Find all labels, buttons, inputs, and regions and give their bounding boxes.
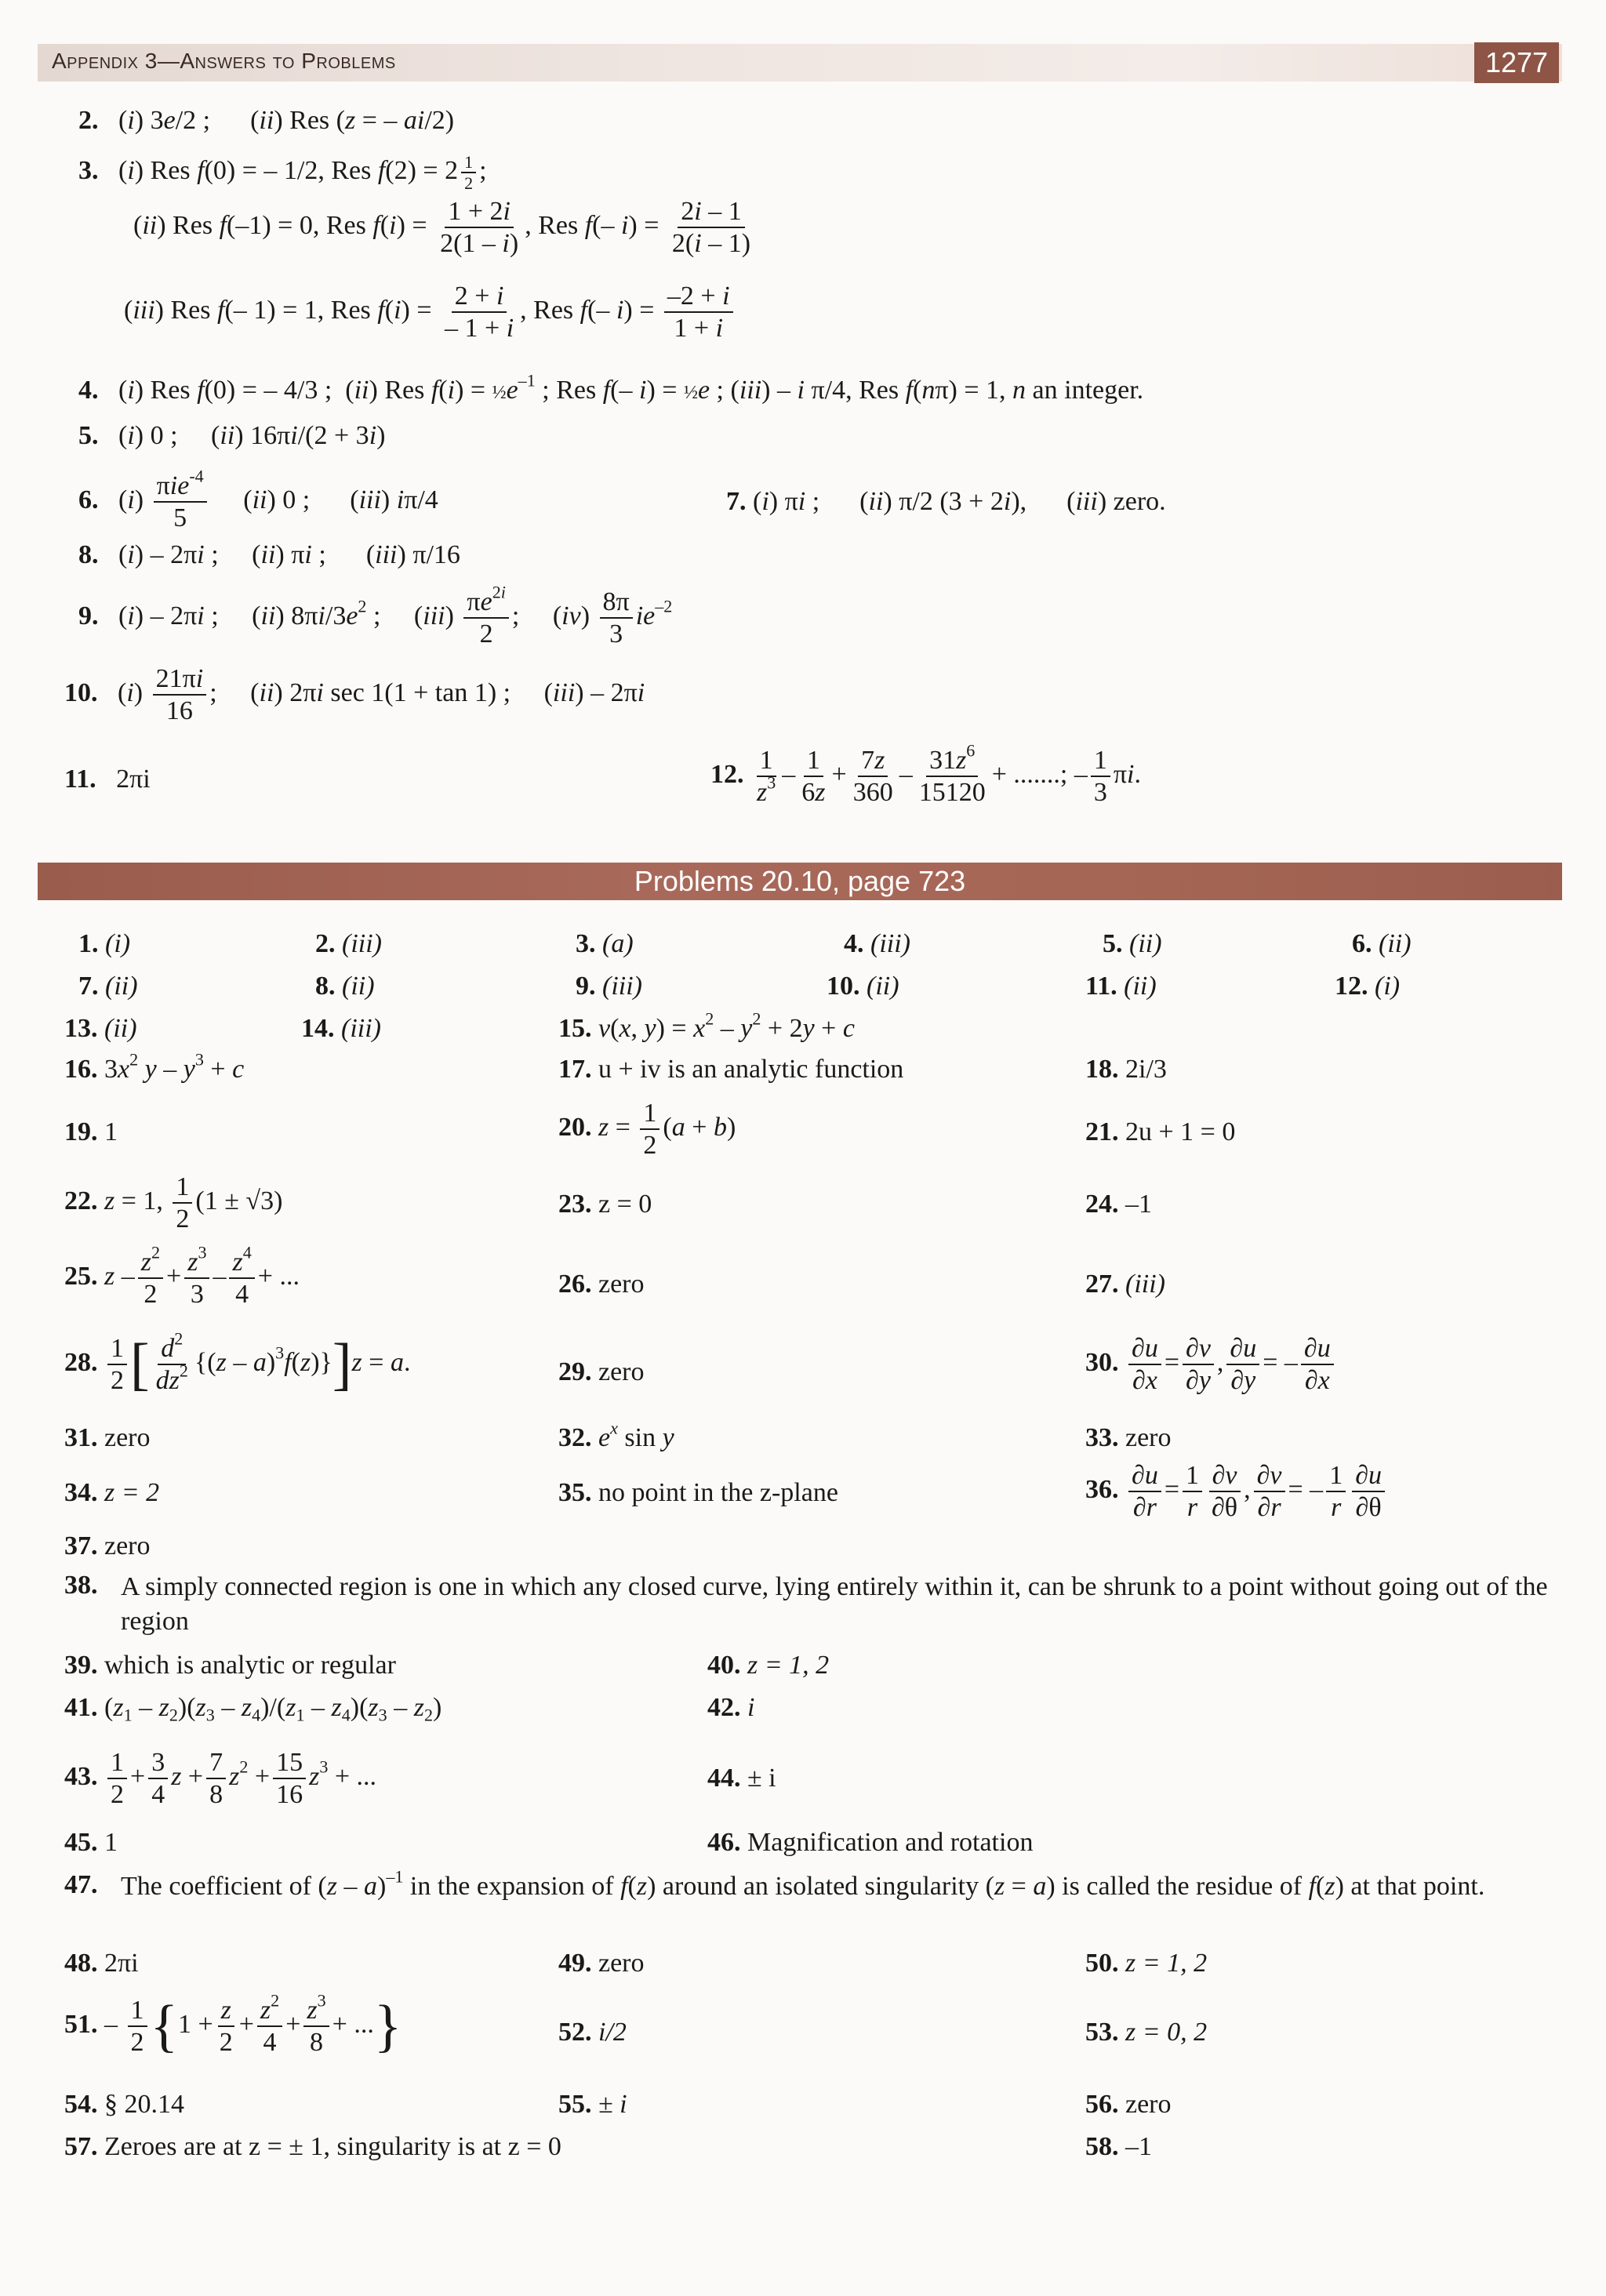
answer-57: 57. Zeroes are at z = ± 1, singularity is at z = 0 xyxy=(64,2132,561,2161)
answer-8: 8. (ii) xyxy=(315,972,375,1001)
answer-13: 13. (ii) xyxy=(64,1014,137,1043)
answer-3: 3. (a) xyxy=(576,929,634,958)
running-header-title: Appendix 3—Answers to Problems xyxy=(52,49,396,73)
answer-10: 10. (ii) xyxy=(827,972,899,1001)
answer-47: The coefficient of (z – a)$^{-1}$ in the expansion of f(z) around an isolated singularity (z = a) is called the residue of f(z) at that point. xyxy=(121,1866,1485,1901)
answer-2: 2. (iii) xyxy=(315,929,382,958)
answer-35: 35. no point in the z-plane xyxy=(558,1478,838,1507)
section-title: Problems 20.10, page 723 xyxy=(634,865,966,897)
prev-answer-4: 4. (i) Res f(0) = – 4/3 ; (ii) Res $f(i) = \frac{1}{2}e^{-1}$ ; Res f(– i) = ½e ; (iii) – i π/4, Res f(nπ) = 1, n an integer. xyxy=(78,370,1144,405)
prev-answer-8: 8. (i) – 2πi ; (ii) πi ; (iii) π/16 xyxy=(78,540,460,569)
answer-48: 48. 2πi xyxy=(64,1949,139,1978)
answer-50: 50. z = 1, 2 xyxy=(1085,1949,1208,1978)
answer-14: 14. (iii) xyxy=(301,1014,381,1043)
answer-18: 18. 2i/3 xyxy=(1085,1055,1167,1084)
answer-49: 49. zero xyxy=(558,1949,645,1978)
prev-answer-11: 11. 2πi xyxy=(64,765,151,794)
prev-answer-3-iii: (iii) Res f(– 1) = 1, Res f(i) = $\frac{2 + i}{- 1 + i}$ , Res f(– i) = $\frac{-2 + i}{1 + i}$ xyxy=(124,281,736,343)
answer-45: 45. 1 xyxy=(64,1828,118,1857)
answer-52: 52. i/2 xyxy=(558,2018,627,2047)
answer-27: 27. (iii) xyxy=(1085,1270,1165,1299)
prev-answer-6: 6. (i) πie$^{-4}$ 5 (ii) 0 ; (iii) iπ/4 xyxy=(78,466,438,533)
answer-4: 4. (iii) xyxy=(844,929,910,958)
answer-31: 31. zero xyxy=(64,1423,151,1452)
answer-39: 39. which is analytic or regular xyxy=(64,1651,396,1680)
prev-answer-12: 12. $\frac{1}{z^3}$ – $\frac{1}{6z}$ + $\frac{7z}{360}$ – $\frac{31z^6}{15120}$ + .......; – $\frac{1}{3}$ πi. xyxy=(710,740,1141,808)
answer-25: 25. z – $\frac{z^2}{2}$ + $\frac{z^3}{3}$ – $\frac{z^4}{4}$ + ... xyxy=(64,1242,300,1310)
answer-19: 19. 1 xyxy=(64,1117,118,1146)
prev-answer-2: 2. (i) 3e/2 ; (ii) Res (z = – ai/2) xyxy=(78,106,455,135)
answer-53: 53. z = 0, 2 xyxy=(1085,2018,1208,2047)
answer-42: 42. i xyxy=(707,1693,755,1722)
answer-15: 15. v(x, $y) = x^2 - y^2 + 2y + c$ xyxy=(558,1008,855,1043)
page-number: 1277 xyxy=(1474,42,1559,83)
answer-34: 34. z = 2 xyxy=(64,1478,160,1507)
prev-answer-3: 3. (i) Res f(0) = – 1/2, Res f(2) = 2 $\frac{1}{2}$ ; xyxy=(78,152,487,194)
answer-51: 51. – $\frac{1}{2}$ {1 + $\frac{z}{2}$ + $\frac{z^2}{4}$ + $\frac{z^3}{8}$ + ...} xyxy=(64,1990,402,2058)
answer-36: 36. $\frac{\partial u}{\partial r}$ = $\frac{1}{r}$ $\frac{\partial v}{\partial\theta}$ , $\frac{\partial v}{\partial r}$ = – $\frac{1}{r}$ $\frac{\partial u}{\partial\theta}$ xyxy=(1085,1460,1388,1523)
answer-56: 56. zero xyxy=(1085,2090,1172,2119)
answer-20: 20. z = $\frac{1}{2}$ (a + b) xyxy=(558,1099,736,1161)
answer-1: 1. (i) xyxy=(78,929,131,958)
prev-answer-10: 10. (i) $\frac{21\pi i}{16}$ ; (ii) 2πi sec 1(1 + tan 1) ; (iii) – 2πi xyxy=(64,664,645,726)
answer-46: 46. Magnification and rotation xyxy=(707,1828,1034,1857)
answer-26: 26. zero xyxy=(558,1270,645,1299)
answer-58: 58. –1 xyxy=(1085,2132,1152,2161)
answer-12: 12. (i) xyxy=(1335,972,1401,1001)
answer-21: 21. 2u + 1 = 0 xyxy=(1085,1117,1236,1146)
prev-answer-3-ii: (ii) Res f(–1) = 0, Res f(i) = $\frac{1 + 2i}{2(1 - i)}$ , Res f(– i) = $\frac{2i - 1}{2(i - 1)}$ xyxy=(133,197,751,259)
answer-47-number: 47. xyxy=(64,1870,98,1899)
prev-answer-7: 7. (i) πi ; (ii) π/2 (3 + 2i), (iii) zero. xyxy=(726,487,1166,516)
answer-38: A simply connected region is one in which any closed curve, lying entirely within it, can be shrunk to a point without going out of the region xyxy=(121,1572,1548,1637)
answer-23: 23. z = 0 xyxy=(558,1190,652,1219)
answer-16: 16. $3x^2$ $y - y^3 + c$ xyxy=(64,1049,245,1084)
prev-answer-9: 9. (i) – 2πi ; (ii) $8\pi i/3e^2$ ; (iii) $\frac{\pi e^{2i}}{2}$ ; (iv) $\frac{8\pi}{3}$ $ie^{-2}$ xyxy=(78,582,673,649)
answer-5: 5. (ii) xyxy=(1103,929,1162,958)
answer-44: 44. ± i xyxy=(707,1764,776,1793)
answer-29: 29. zero xyxy=(558,1357,645,1386)
answer-38-number: 38. xyxy=(64,1571,98,1600)
answer-9: 9. (iii) xyxy=(576,972,642,1001)
answer-41: 41. $(z_1 - z_2)(z_3 - z_4)/(z_1 - z_4)(z_3 - z_2)$ xyxy=(64,1693,442,1725)
answer-43: 43. $\frac{1}{2}$ + $\frac{3}{4}$ z + $\frac{7}{8}$ $z^2$ + $\frac{15}{16}$ $z^3$ + ... xyxy=(64,1748,377,1810)
answer-22: 22. z = 1, $\frac{1}{2}$ (1 ± √3) xyxy=(64,1172,283,1234)
answer-30: 30. $\frac{\partial u}{\partial x}$ = $\frac{\partial v}{\partial y}$ , $\frac{\partial u}{\partial y}$ = – $\frac{\partial u}{\partial x}$ xyxy=(1085,1333,1337,1396)
answer-33: 33. zero xyxy=(1085,1423,1172,1452)
answer-7: 7. (ii) xyxy=(78,972,138,1001)
answer-17: 17. u + iv is an analytic function xyxy=(558,1055,904,1084)
answer-11: 11. (ii) xyxy=(1085,972,1157,1001)
answer-55: 55. ± i xyxy=(558,2090,627,2119)
answer-54: 54. § 20.14 xyxy=(64,2090,184,2119)
answer-6: 6. (ii) xyxy=(1352,929,1412,958)
answer-40: 40. z = 1, 2 xyxy=(707,1651,830,1680)
prev-answer-5: 5. (i) 0 ; (ii) 16πi/(2 + 3i) xyxy=(78,421,386,450)
answer-24: 24. –1 xyxy=(1085,1190,1152,1219)
answer-37: 37. zero xyxy=(64,1531,151,1560)
answer-32: 32. $e^x$ sin y xyxy=(558,1418,674,1452)
answer-28: 28. $\frac{1}{2}$ [ $\frac{d^2}{dz^2}$ {(z – a)$^3$f(z)}]z = a. xyxy=(64,1328,411,1397)
